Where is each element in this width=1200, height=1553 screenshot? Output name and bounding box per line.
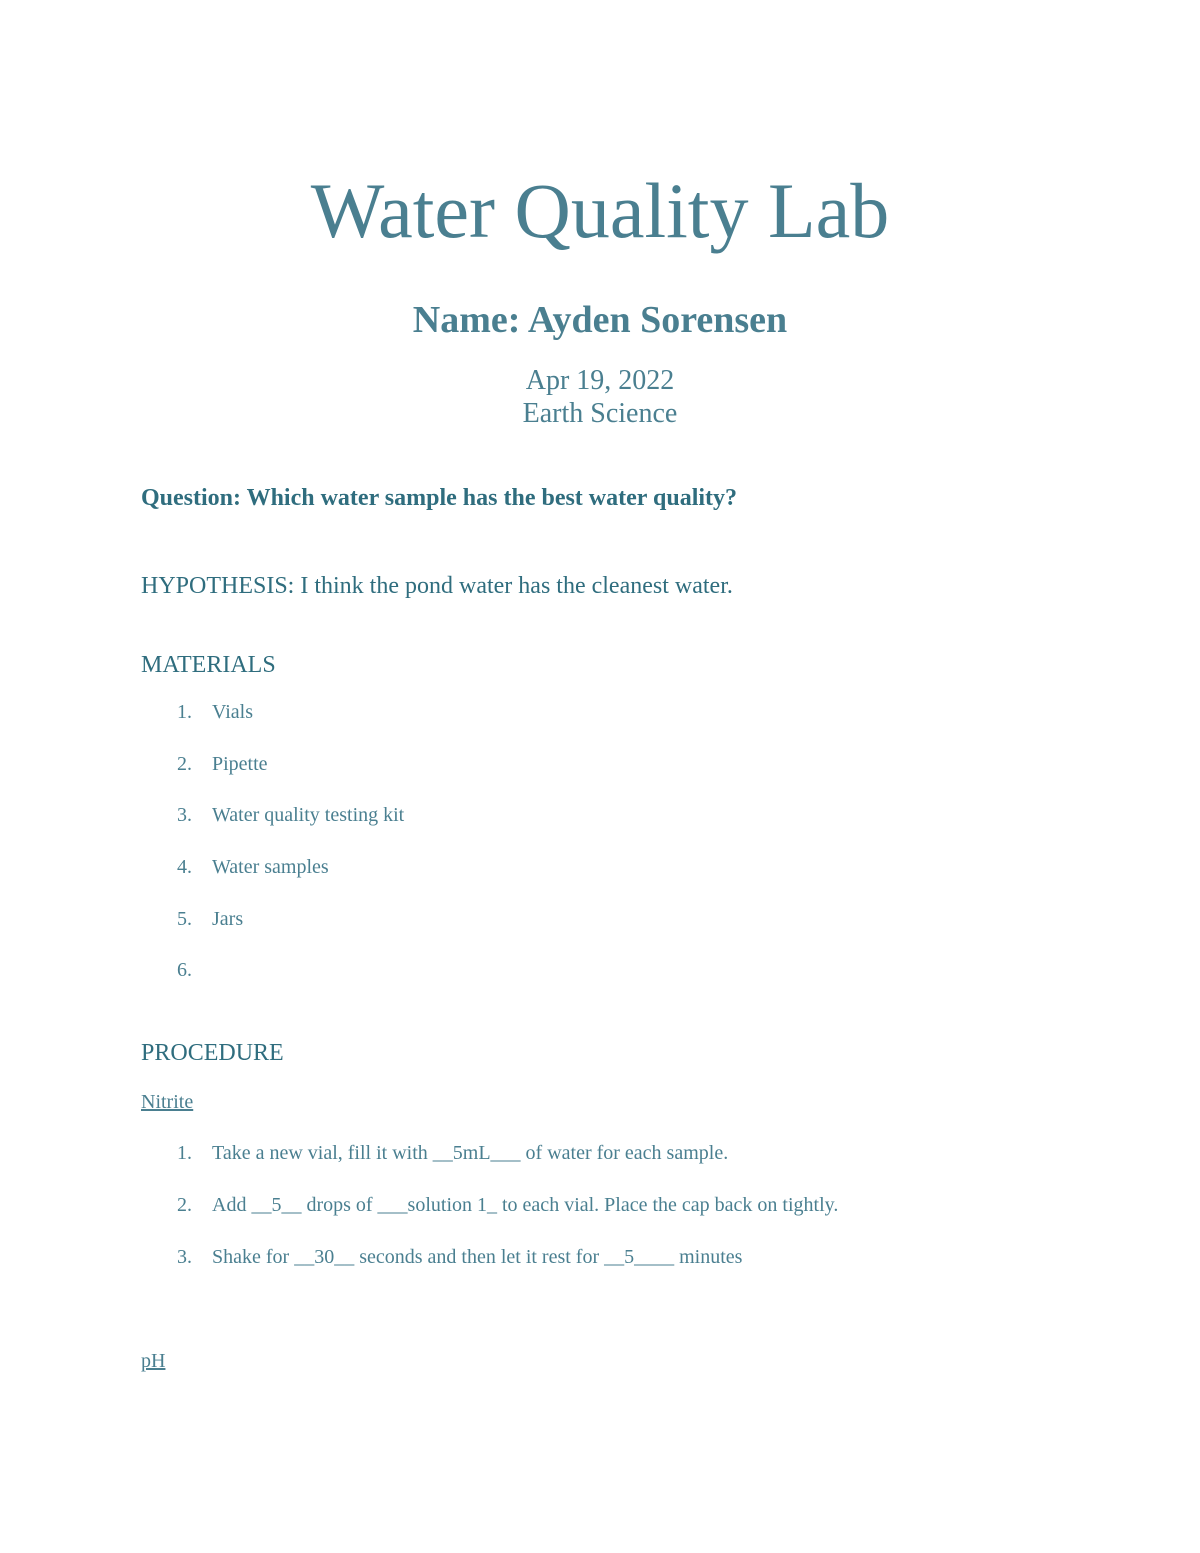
lab-question: Question: Which water sample has the best water quality?	[141, 485, 738, 511]
list-number: 5.	[177, 908, 192, 930]
material-text: Pipette	[212, 753, 268, 775]
document-title: Water Quality Lab	[310, 167, 890, 254]
student-name: Name: Ayden Sorensen	[412, 299, 788, 341]
procedure-step	[0, 1139, 1200, 1167]
list-number: 2.	[177, 1194, 192, 1216]
lab-hypothesis: HYPOTHESIS: I think the pond water has the cleanest water.	[141, 573, 733, 599]
nitrite-subheading: Nitrite	[141, 1091, 194, 1113]
document-subject: Earth Science	[522, 398, 678, 429]
materials-heading: MATERIALS	[141, 652, 276, 678]
step-text: Add __5__ drops of ___solution 1_ to each vial. Place the cap back on tightly.	[212, 1194, 839, 1216]
list-number: 1.	[177, 701, 192, 723]
materials-list-item	[0, 853, 1200, 881]
list-number: 2.	[177, 753, 192, 775]
ph-subheading: pH	[141, 1350, 166, 1372]
list-number: 3.	[177, 804, 192, 826]
material-text: Vials	[212, 701, 254, 723]
list-number: 6.	[177, 959, 192, 981]
list-number: 3.	[177, 1246, 192, 1268]
materials-list-item	[0, 801, 1200, 829]
list-number: 1.	[177, 1142, 192, 1164]
material-text: Jars	[212, 908, 244, 930]
list-number: 4.	[177, 856, 192, 878]
procedure-heading: PROCEDURE	[141, 1040, 284, 1066]
procedure-step	[0, 1191, 1200, 1219]
document-date: Apr 19, 2022	[525, 365, 675, 396]
materials-list-item	[0, 698, 1200, 726]
material-text: Water quality testing kit	[212, 804, 405, 826]
step-text: Take a new vial, fill it with __5mL___ of water for each sample.	[212, 1142, 729, 1164]
material-text: Water samples	[212, 856, 329, 878]
materials-list-item	[0, 905, 1200, 933]
materials-list-item	[0, 956, 1200, 984]
materials-list-item	[0, 750, 1200, 778]
step-text: Shake for __30__ seconds and then let it rest for __5____ minutes	[212, 1246, 743, 1268]
procedure-step	[0, 1243, 1200, 1271]
